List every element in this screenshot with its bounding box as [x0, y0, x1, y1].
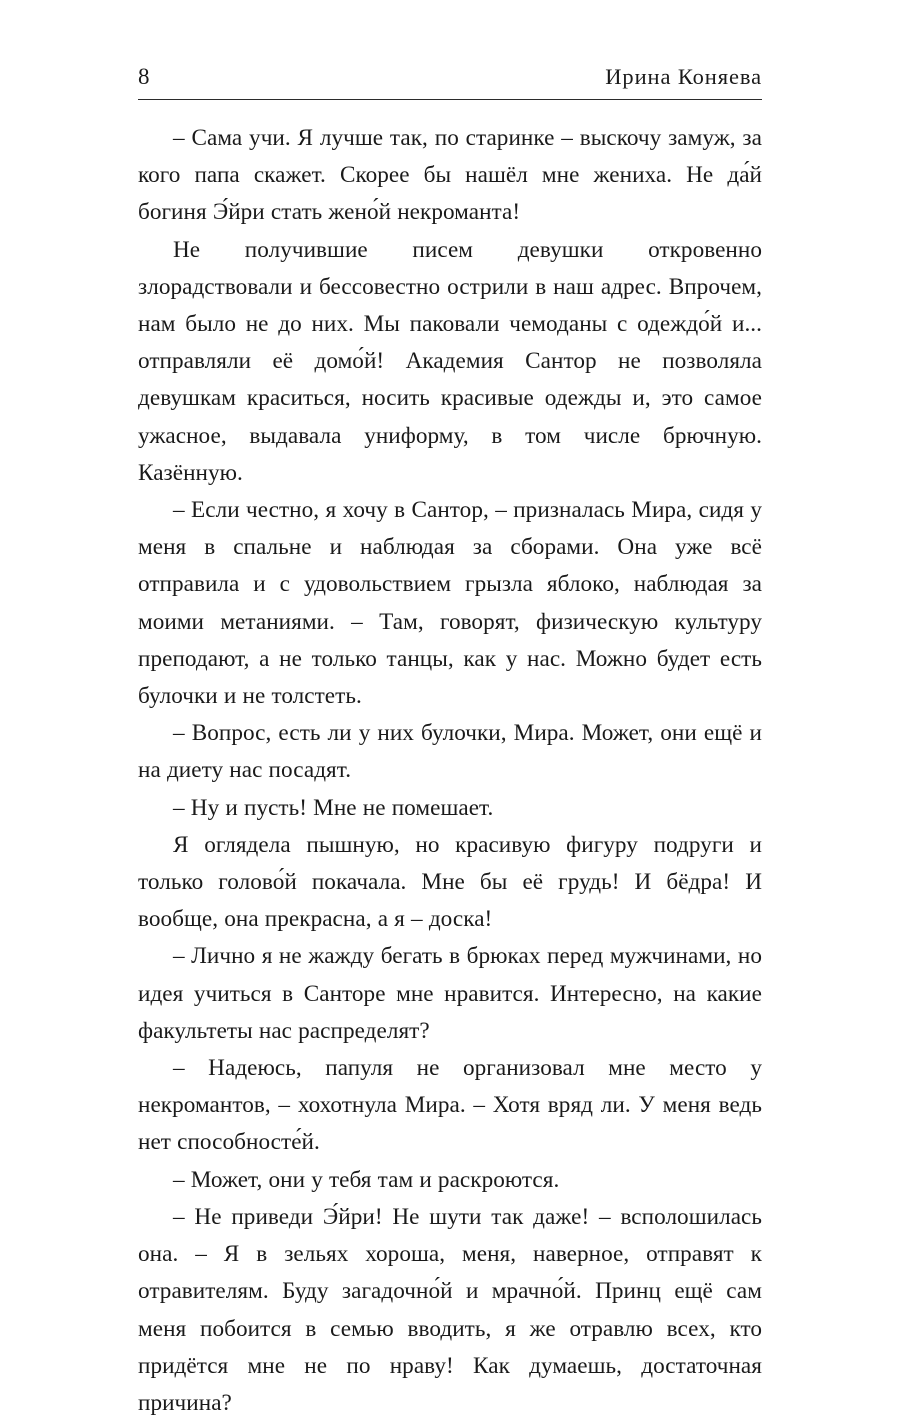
body-paragraph: – Может, они у тебя там и раскроются.: [173, 1166, 560, 1193]
text-column: [138, 62, 762, 1422]
header-divider-rule: [138, 99, 762, 100]
body-paragraph: – Не приведи Э́йри! Не шути так даже! – всполошилась она. – Я в зельях хороша, меня, наверное, отправят к отравителям. Буду загадочно́й и мрачно́й. Принц ещё сам меня побоится в семью вводить, я же отравлю всех, кто придётся мне не по нраву! Как думаешь, достаточная причина?: [138, 1203, 762, 1416]
body-paragraph: – Вопрос, есть ли у них булочки, Мира. Может, они ещё и на диету нас посадят.: [138, 720, 762, 784]
body-paragraph: – Лично я не жажду бегать в брюках перед мужчинами, но идея учиться в Санторе мне нравится. Интересно, на какие факультеты нас распределят?: [138, 943, 762, 1044]
page-number: 8: [138, 64, 150, 89]
running-title-author: Ирина Коняева: [605, 64, 762, 89]
body-paragraph: – Ну и пусть! Мне не помешает.: [173, 794, 494, 821]
body-paragraph: – Сама учи. Я лучше так, по старинке – выскочу замуж, за кого папа скажет. Скорее бы нашёл мне жениха. Не да́й богиня Э́йри стать жено́й некроманта!: [138, 125, 762, 226]
body-paragraph: – Надеюсь, папуля не организовал мне место у некромантов, – хохотнула Мира. – Хотя вряд ли. У меня ведь нет способносте́й.: [138, 1055, 762, 1156]
body-paragraph: – Если честно, я хочу в Сантор, – призналась Мира, сидя у меня в спальне и наблюдая за сборами. Она уже всё отправила и с удовольствием грызла яблоко, наблюдая за моими метаниями. – Там, говорят, физическую культуру преподают, а не только танцы, как у нас. Можно будет есть булочки и не толстеть.: [138, 497, 762, 710]
body-paragraph: Я оглядела пышную, но красивую фигуру подруги и только голово́й покачала. Мне бы её грудь! И бёдра! И вообще, она прекрасна, а я – доска!: [138, 831, 762, 933]
running-head: [138, 62, 762, 92]
body-paragraph: Не получившие писем девушки откровенно злорадствовали и бессовестно острили в наш адрес. Впрочем, нам было не до них. Мы паковали чемоданы с одеждо́й и... отправляли её домо́й! Академия Сантор не позволяла девушкам краситься, носить красивые одежды и, это самое ужасное, выдавала униформу, в том числе брючную. Казённую.: [138, 236, 762, 486]
body-text: [138, 120, 762, 1422]
